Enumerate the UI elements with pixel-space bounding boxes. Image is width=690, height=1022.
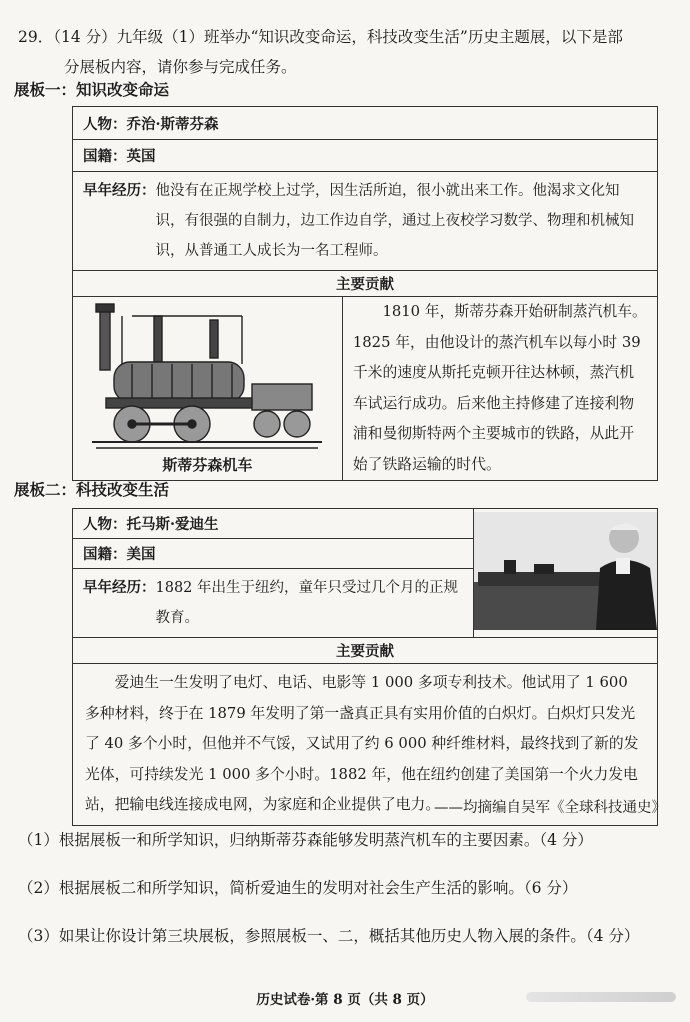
board2-early-life: 早年经历： 1882 年出生于纽约，童年只受过几个月的正规教育。: [73, 569, 474, 638]
board1-early-text: 他没有在正规学校上过学，因生活所迫，很小就出来工作。他渴求文化知识，有很强的自制力，边工作边自学，通过上夜校学习数学、物理和机械知识，从普通工人成长为一名工程师。: [155, 183, 634, 259]
board2-person: 人物：托马斯·爱迪生: [73, 509, 474, 539]
subquestion-1: （1）根据展板一和所学知识，归纳斯蒂芬森能够发明蒸汽机车的主要因素。（4 分）: [18, 831, 593, 849]
subquestion-3: （3）如果让你设计第三块展板，参照展板一、二，概括其他历史人物入展的条件。（4 分）: [18, 927, 640, 945]
watermark-smudge: [526, 992, 676, 1002]
board1-early-life: 早年经历： 他没有在正规学校上过学，因生活所迫，很小就出来工作。他渴求文化知识，有很强的自制力，边工作边自学，通过上夜校学习数学、物理和机械知识，从普通工人成长为一名工程师。: [73, 172, 658, 271]
board1-person: 人物：乔治·斯蒂芬森: [73, 107, 658, 140]
board2-nationality: 国籍：美国: [73, 539, 474, 569]
board1-image-cell: [73, 297, 343, 481]
page-footer: 历史试卷·第 8 页（共 8 页）: [256, 992, 434, 1008]
subquestion-2: （2）根据展板二和所学知识，简析爱迪生的发明对社会生产生活的影响。（6 分）: [18, 879, 578, 897]
board1-contrib-text: 1810 年，斯蒂芬森开始研制蒸汽机车。1825 年，由他设计的蒸汽机车以每小时 39 千米的速度从斯托克顿开往达林顿，蒸汽机车试运行成功。后来他主持修建了连接利物浦和曼彻斯特两个主要城市的铁路，从此开始了铁路运输的时代。: [352, 303, 647, 473]
board1-table: [72, 106, 658, 481]
board2-early-text: 1882 年出生于纽约，童年只受过几个月的正规教育。: [155, 580, 459, 626]
source-citation: ——均摘编自吴军《全球科技通史》: [434, 800, 666, 816]
board1-nationality: 国籍：英国: [73, 140, 658, 172]
board2-contrib-text: 爱迪生一生发明了电灯、电话、电影等 1 000 多项专利技术。他试用了 1 600 多种材料，终于在 1879 年发明了第一盏真正具有实用价值的白炽灯。白炽灯只发光了 40 多个小时，但他并不气馁，又试用了约 6 000 种纤维材料，最终找到了新的发光体，可持续发光 1 000 多个小时。1882 年，他在纽约创建了美国第一个火力发电站，把输电线连接成电网，为家庭和企业提供了电力。: [85, 674, 639, 813]
edison-photo: [474, 512, 657, 630]
locomotive-illustration: [92, 302, 322, 452]
board1-contrib-header: 主要贡献: [73, 271, 658, 297]
board1-contrib-cell: [342, 297, 657, 481]
question-intro: [18, 22, 678, 82]
board2-contrib-header: 主要贡献: [73, 638, 658, 664]
question-line-1: 29．（14 分）九年级（1）班举办“知识改变命运，科技改变生活”历史主题展，以下是部: [18, 28, 623, 46]
question-line-2: 分展板内容，请你参与完成任务。: [64, 58, 297, 76]
board1-image-caption: 斯蒂芬森机车: [162, 456, 253, 474]
board2-table: [72, 508, 658, 826]
board2-photo-cell: [474, 509, 658, 638]
board1-title: 展板一：知识改变命运: [14, 80, 170, 99]
board2-title: 展板二：科技改变生活: [14, 480, 170, 499]
